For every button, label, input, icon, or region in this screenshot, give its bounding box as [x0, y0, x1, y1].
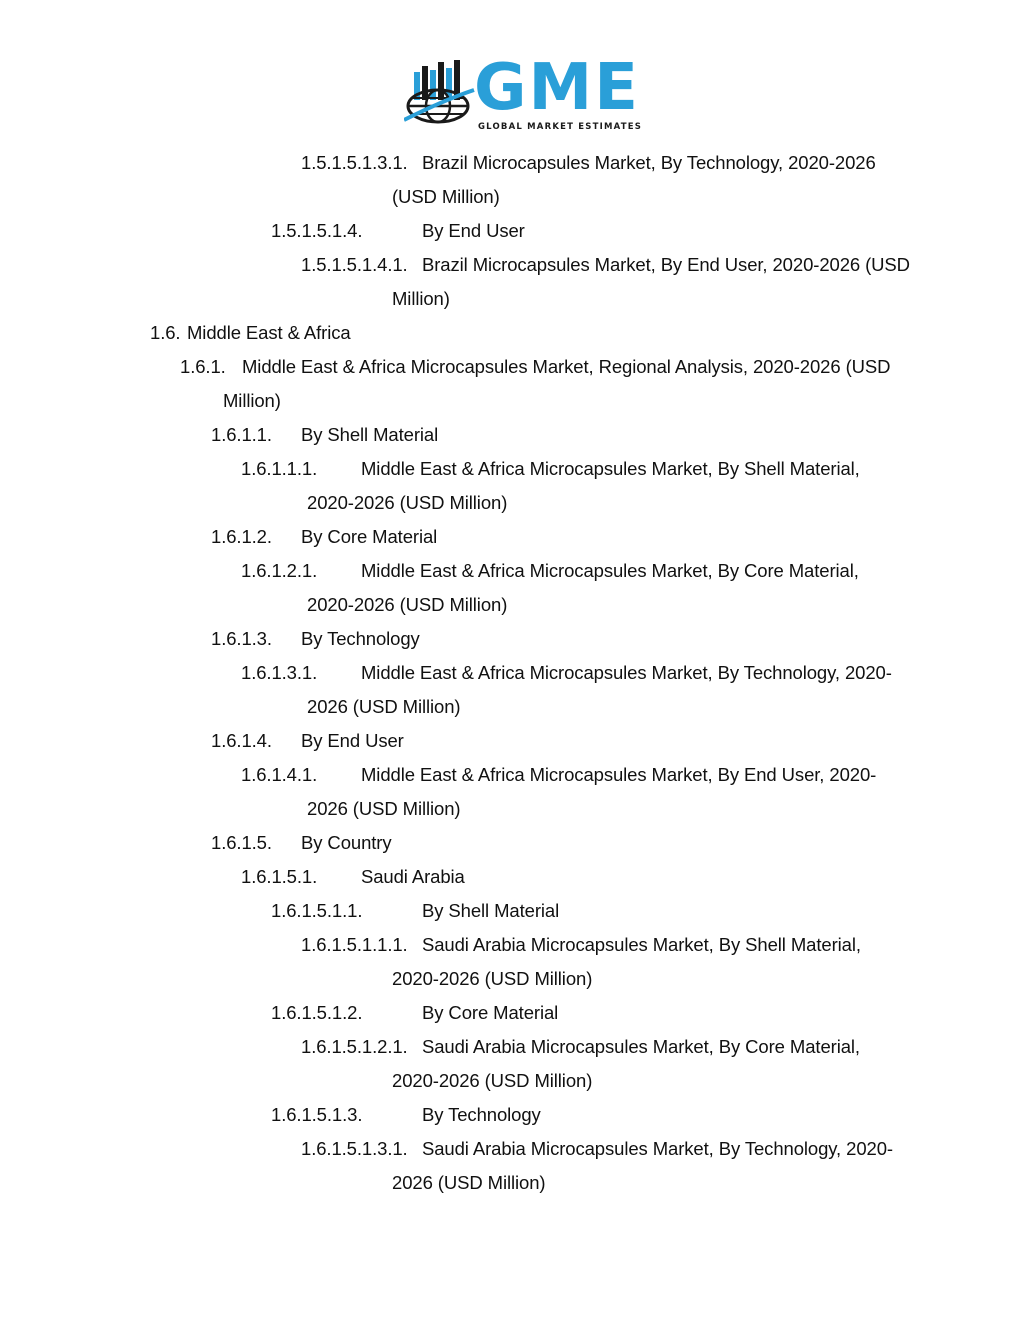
toc-number: 1.6.1.5.1. [241, 866, 318, 887]
toc-title-continuation: 2026 (USD Million) [307, 696, 461, 717]
toc-number: 1.6.1.5.1.1. [271, 900, 363, 921]
logo-wordmark: GME [474, 51, 640, 125]
toc-title: Middle East & Africa Microcapsules Market, By Core Material, [361, 560, 859, 581]
toc-number: 1.6.1.3. [211, 628, 272, 649]
toc-number: 1.5.1.5.1.3.1. [301, 152, 408, 173]
toc-title: Saudi Arabia [361, 866, 465, 887]
gme-logo [404, 51, 660, 134]
toc-title: Saudi Arabia Microcapsules Market, By Shell Material, [422, 934, 861, 955]
toc-number: 1.6.1.5. [211, 832, 272, 853]
toc-number: 1.6.1.5.1.2. [271, 1002, 363, 1023]
toc-number: 1.6.1.5.1.2.1. [301, 1036, 408, 1057]
toc-title: Saudi Arabia Microcapsules Market, By Core Material, [422, 1036, 860, 1057]
toc-title-continuation: (USD Million) [392, 186, 500, 207]
toc-title-continuation: 2026 (USD Million) [392, 1172, 546, 1193]
toc-title: Brazil Microcapsules Market, By End User, 2020-2026 (USD [422, 254, 910, 275]
toc-title: Brazil Microcapsules Market, By Technology, 2020-2026 [422, 152, 876, 173]
toc-title: By End User [422, 220, 525, 241]
toc-number: 1.5.1.5.1.4. [271, 220, 363, 241]
toc-title: By Country [301, 832, 392, 853]
toc-number: 1.6.1.1.1. [241, 458, 318, 479]
toc-title-continuation: 2020-2026 (USD Million) [392, 968, 593, 989]
toc-title-continuation: 2020-2026 (USD Million) [307, 492, 508, 513]
toc-title: Middle East & Africa Microcapsules Market, By Technology, 2020- [361, 662, 892, 683]
toc-title: By Technology [301, 628, 420, 649]
toc-title: By Shell Material [301, 424, 439, 445]
toc-number: 1.6.1.5.1.3.1. [301, 1138, 408, 1159]
toc-number: 1.6. [150, 322, 181, 343]
toc-title: By Technology [422, 1104, 541, 1125]
toc-number: 1.6.1.4. [211, 730, 272, 751]
toc-title: Middle East & Africa Microcapsules Market, By End User, 2020- [361, 764, 877, 785]
toc-number: 1.6.1.5.1.3. [271, 1104, 363, 1125]
toc-title: Middle East & Africa Microcapsules Market, Regional Analysis, 2020-2026 (USD [242, 356, 891, 377]
toc-number: 1.6.1.4.1. [241, 764, 318, 785]
logo-tagline: GLOBAL MARKET ESTIMATES [478, 122, 643, 132]
toc-title: Middle East & Africa [187, 322, 351, 343]
toc-number: 1.5.1.5.1.4.1. [301, 254, 408, 275]
toc-title: By Shell Material [422, 900, 560, 921]
toc-title-continuation: 2020-2026 (USD Million) [307, 594, 508, 615]
toc-title: By Core Material [301, 526, 438, 547]
toc-number: 1.6.1.3.1. [241, 662, 318, 683]
toc-title: Middle East & Africa Microcapsules Market, By Shell Material, [361, 458, 860, 479]
toc-title: By Core Material [422, 1002, 559, 1023]
toc-number: 1.6.1.5.1.1.1. [301, 934, 408, 955]
toc-title-continuation: 2026 (USD Million) [307, 798, 461, 819]
toc-title: By End User [301, 730, 404, 751]
toc-title-continuation: Million) [223, 390, 281, 411]
toc-title: Saudi Arabia Microcapsules Market, By Technology, 2020- [422, 1138, 893, 1159]
toc-title-continuation: 2020-2026 (USD Million) [392, 1070, 593, 1091]
toc-number: 1.6.1.2. [211, 526, 272, 547]
toc-number: 1.6.1.2.1. [241, 560, 318, 581]
toc-number: 1.6.1. [180, 356, 226, 377]
toc-number: 1.6.1.1. [211, 424, 272, 445]
toc-title-continuation: Million) [392, 288, 450, 309]
